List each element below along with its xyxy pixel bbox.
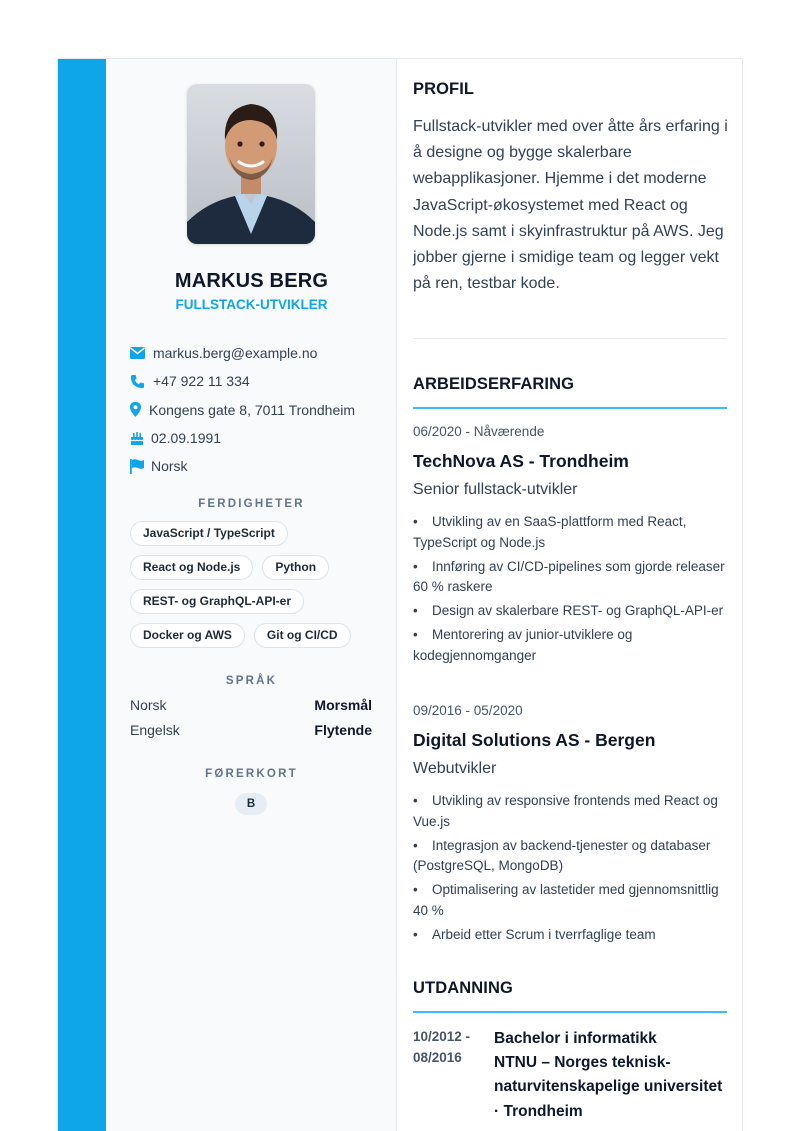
skill-chip: Python bbox=[262, 555, 329, 580]
skills-list bbox=[130, 521, 380, 657]
education-degree-title: Bachelor i informatikk bbox=[494, 1030, 657, 1047]
job-company: TechNova AS - Trondheim bbox=[413, 451, 629, 471]
license-badge: B bbox=[235, 793, 267, 815]
map-pin-icon bbox=[130, 402, 144, 418]
profile-photo bbox=[187, 84, 315, 244]
job-bullet: • Arbeid etter Scrum i tverrfaglige team bbox=[413, 926, 656, 942]
main-content bbox=[398, 59, 743, 1131]
education-heading: UTDANNING bbox=[413, 979, 513, 997]
job-dates: 06/2020 - Nåværende bbox=[413, 424, 545, 439]
skill-chip: Git og CI/CD bbox=[254, 623, 351, 648]
skill-row bbox=[130, 521, 380, 546]
cv-page bbox=[57, 58, 743, 1131]
job-title: Webutvikler bbox=[413, 760, 497, 777]
job-dates: 09/2016 - 05/2020 bbox=[413, 703, 523, 718]
contact-email-text: markus.berg@example.no bbox=[153, 345, 318, 362]
skill-chip: REST- og GraphQL-API-er bbox=[130, 589, 304, 614]
phone-icon bbox=[130, 373, 148, 389]
skill-row bbox=[130, 589, 380, 614]
job-bullet: • Utvikling av en SaaS-plattform med React, TypeScript og Node.js bbox=[413, 514, 687, 550]
job-company: Digital Solutions AS - Bergen bbox=[413, 730, 656, 750]
job-entry bbox=[413, 703, 729, 949]
language-level: Morsmål bbox=[314, 697, 372, 713]
education-dates: 10/2012 - 08/2016 bbox=[413, 1029, 471, 1065]
job-bullets bbox=[413, 512, 729, 666]
contact-address bbox=[130, 396, 380, 424]
contact-nationality-text: Norsk bbox=[151, 458, 188, 475]
languages-heading: SPRÅK bbox=[225, 675, 278, 687]
person-name: MARKUS BERG bbox=[174, 270, 329, 292]
education-school: NTNU – Norges teknisk-naturvitenskapelige universitet · Trondheim bbox=[494, 1054, 723, 1120]
skill-chip: JavaScript / TypeScript bbox=[130, 521, 288, 546]
language-row bbox=[130, 722, 372, 747]
language-level: Flytende bbox=[314, 721, 372, 738]
experience-heading-underline bbox=[413, 407, 727, 409]
profile-heading: PROFIL bbox=[413, 80, 475, 98]
experience-heading: ARBEIDSERFARING bbox=[413, 375, 575, 393]
skill-chip: Docker og AWS bbox=[130, 623, 245, 648]
job-bullet: • Design av skalerbare REST- og GraphQL-API-er bbox=[413, 603, 724, 619]
sidebar bbox=[106, 59, 397, 1131]
job-bullet: • Mentorering av junior-utviklere og kodegjennomganger bbox=[413, 627, 633, 663]
language-name: Engelsk bbox=[130, 721, 180, 738]
job-bullet: • Optimalisering av lastetider med gjennomsnittlig 40 % bbox=[413, 882, 719, 918]
job-bullet: • Utvikling av responsive frontends med React og Vue.js bbox=[413, 793, 718, 829]
education-entry bbox=[413, 1027, 729, 1124]
contact-phone[interactable] bbox=[130, 367, 380, 395]
language-name: Norsk bbox=[130, 697, 167, 713]
skills-heading: FERDIGHETER bbox=[198, 498, 305, 510]
flag-icon bbox=[130, 458, 146, 474]
accent-stripe bbox=[58, 59, 106, 1131]
contact-phone-text: +47 922 11 334 bbox=[153, 373, 250, 390]
job-bullet: • Integrasjon av backend-tjenester og databaser (PostgreSQL, MongoDB) bbox=[413, 837, 711, 874]
contact-nationality bbox=[130, 452, 380, 480]
profile-text: Fullstack-utvikler med over åtte års erfaring i å designe og bygge skalerbare webapplikasjoner. Hjemme i det moderne JavaScript-økosystemet med React og Node.js samt i skyinfrastruktur på AWS. Jeg jobber gjerne i smidige team og legger vekt på ren, testbar kode. bbox=[413, 118, 728, 293]
contact-address-text: Kongens gate 8, 7011 Trondheim bbox=[149, 401, 356, 418]
contact-birthdate bbox=[130, 424, 380, 452]
skill-chip: React og Node.js bbox=[130, 555, 253, 580]
contact-list bbox=[130, 339, 380, 480]
job-bullets bbox=[413, 791, 729, 945]
job-title: Senior fullstack-utvikler bbox=[413, 481, 578, 498]
education-heading-underline bbox=[413, 1011, 727, 1013]
job-entry bbox=[413, 424, 729, 670]
job-bullet: • Innføring av CI/CD-pipelines som gjorde releaser 60 % raskere bbox=[413, 558, 725, 595]
language-row bbox=[130, 697, 372, 722]
contact-email[interactable] bbox=[130, 339, 380, 367]
cake-icon bbox=[130, 430, 146, 446]
envelope-icon bbox=[130, 345, 148, 361]
contact-birthdate-text: 02.09.1991 bbox=[151, 430, 222, 447]
skill-row bbox=[130, 555, 380, 580]
section-divider bbox=[413, 338, 727, 339]
skill-row bbox=[130, 623, 380, 648]
education-degree bbox=[494, 1027, 724, 1124]
languages-list bbox=[130, 697, 372, 746]
person-role: FULLSTACK-UTVIKLER bbox=[175, 297, 328, 312]
license-heading: FØRERKORT bbox=[205, 768, 298, 780]
